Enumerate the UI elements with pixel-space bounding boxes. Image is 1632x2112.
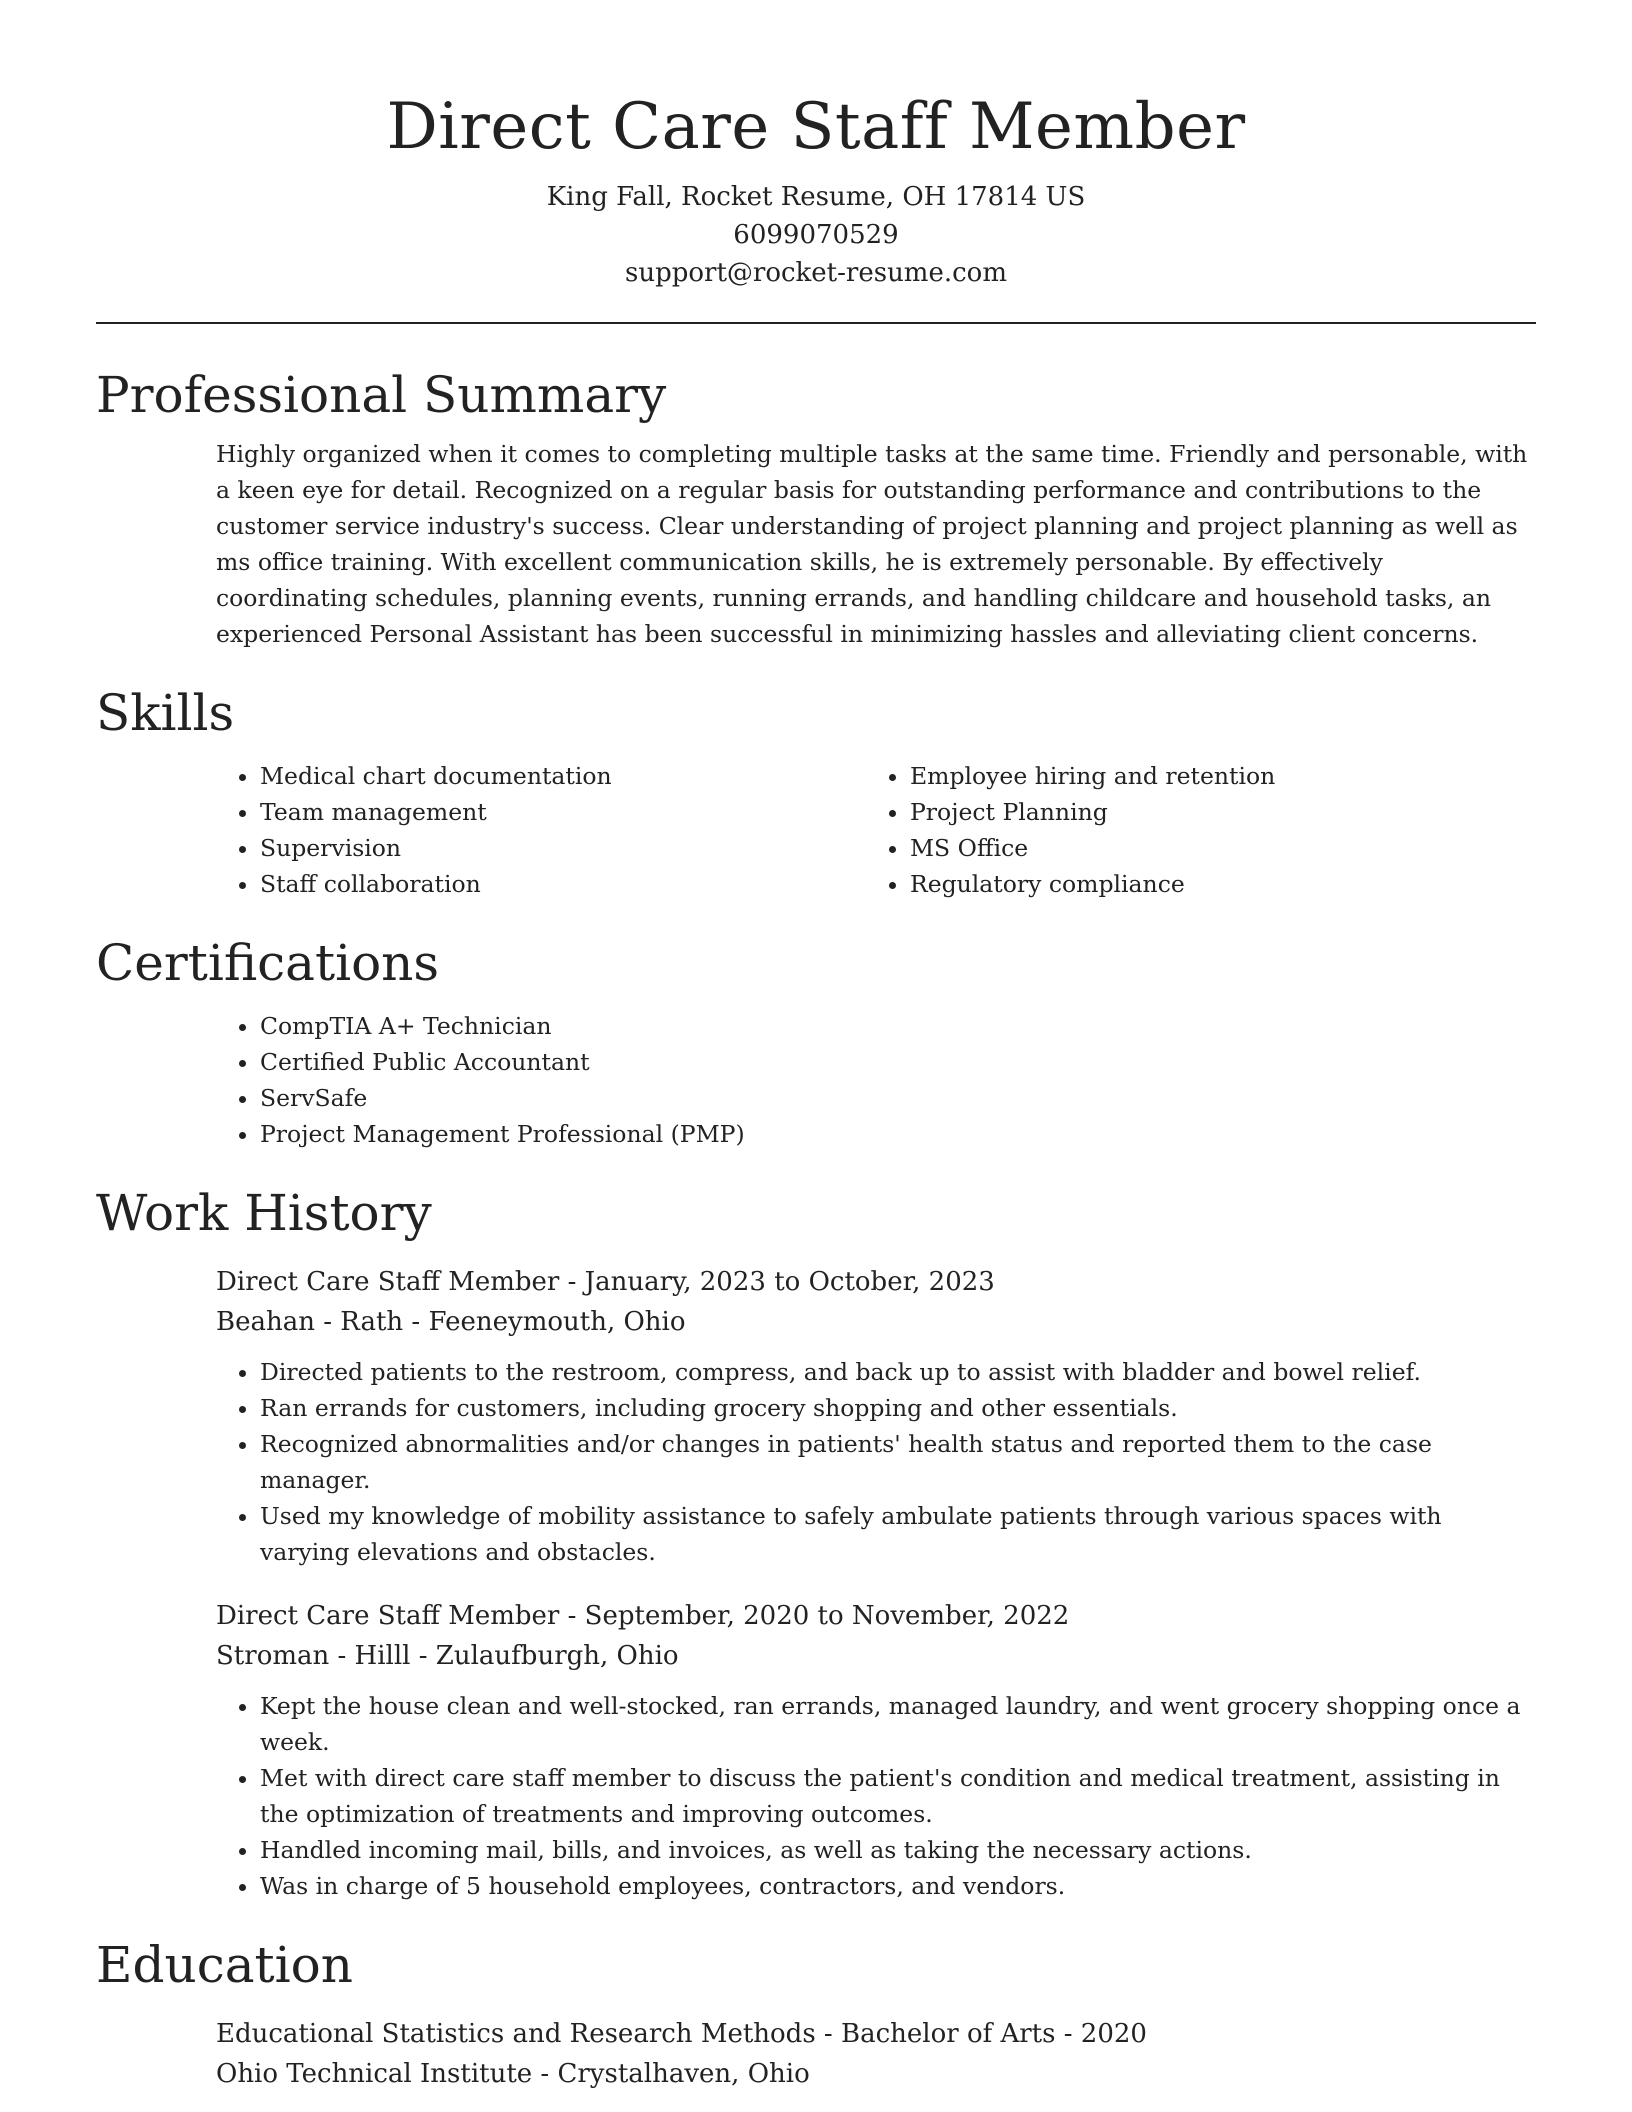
candidate-name: Direct Care Staff Member [386,90,1246,164]
skill-item: • Team management [260,794,866,830]
job-entry [216,1596,1536,1904]
skills-column-right [866,758,1516,902]
skills-list [216,758,1536,902]
contact-email: support@rocket-resume.com [624,258,1007,288]
skill-item: • Medical chart documentation [260,758,866,794]
certification-item: • CompTIA A+ Technician [260,1008,1536,1044]
job-duty: • Used my knowledge of mobility assistance to safely ambulate patients through various spaces with varying elevations and obstacles. [260,1498,1536,1570]
job-title-dates: Direct Care Staff Member - September, 2020 to November, 2022 [216,1601,1070,1631]
job-duties-list [216,1354,1536,1570]
job-duty: • Directed patients to the restroom, compress, and back up to assist with bladder and bowel relief. [260,1354,1536,1390]
certification-item: • Project Management Professional (PMP) [260,1116,1536,1152]
job-duty: • Recognized abnormalities and/or changes in patients' health status and reported them to the case manager. [260,1426,1536,1498]
summary-heading: Professional Summary [96,366,667,424]
certifications-heading: Certifications [96,934,440,992]
skills-heading: Skills [96,684,235,742]
skill-item: • MS Office [910,830,1516,866]
skills-column-left [216,758,866,902]
job-company-location: Stroman - Hilll - Zulaufburgh, Ohio [216,1641,679,1671]
skill-item: • Staff collaboration [260,866,866,902]
education-entry [216,2014,1536,2094]
resume-page [96,0,1536,2094]
header-divider [96,322,1536,324]
skill-item: • Employee hiring and retention [910,758,1516,794]
job-duty: • Met with direct care staff member to discuss the patient's condition and medical treatment, assisting in the optimization of treatments and improving outcomes. [260,1760,1536,1832]
certification-item: • Certified Public Accountant [260,1044,1536,1080]
education-school: Ohio Technical Institute - Crystalhaven, Ohio [216,2059,810,2089]
contact-phone: 6099070529 [733,220,899,250]
skill-item: • Supervision [260,830,866,866]
job-title-dates: Direct Care Staff Member - January, 2023 to October, 2023 [216,1267,995,1297]
job-duty: • Was in charge of 5 household employees, contractors, and vendors. [260,1868,1536,1904]
education-heading: Education [96,1936,353,1994]
job-duty: • Kept the house clean and well-stocked, ran errands, managed laundry, and went grocery shopping once a week. [260,1688,1536,1760]
contact-block [96,178,1536,292]
education-degree: Educational Statistics and Research Methods - Bachelor of Arts - 2020 [216,2019,1147,2049]
job-company-location: Beahan - Rath - Feeneymouth, Ohio [216,1307,686,1337]
contact-address: King Fall, Rocket Resume, OH 17814 US [546,182,1086,212]
certifications-list [216,1008,1536,1152]
skill-item: • Regulatory compliance [910,866,1516,902]
job-duty: • Handled incoming mail, bills, and invoices, as well as taking the necessary actions. [260,1832,1536,1868]
work-history-heading: Work History [96,1184,432,1242]
summary-text: Highly organized when it comes to completing multiple tasks at the same time. Friendly and personable, with a keen eye for detail. Recognized on a regular basis for outstanding performance and contributions to the customer service industry's success. Clear understanding of project planning and project planning as well as ms office training. With excellent communication skills, he is extremely personable. By effectively coordinating schedules, planning events, running errands, and handling childcare and household tasks, an experienced Personal Assistant has been successful in minimizing hassles and alleviating client concerns. [216,440,1528,648]
job-duties-list [216,1688,1536,1904]
certification-item: • ServSafe [260,1080,1536,1116]
job-entry [216,1262,1536,1570]
job-duty: • Ran errands for customers, including grocery shopping and other essentials. [260,1390,1536,1426]
skill-item: • Project Planning [910,794,1516,830]
